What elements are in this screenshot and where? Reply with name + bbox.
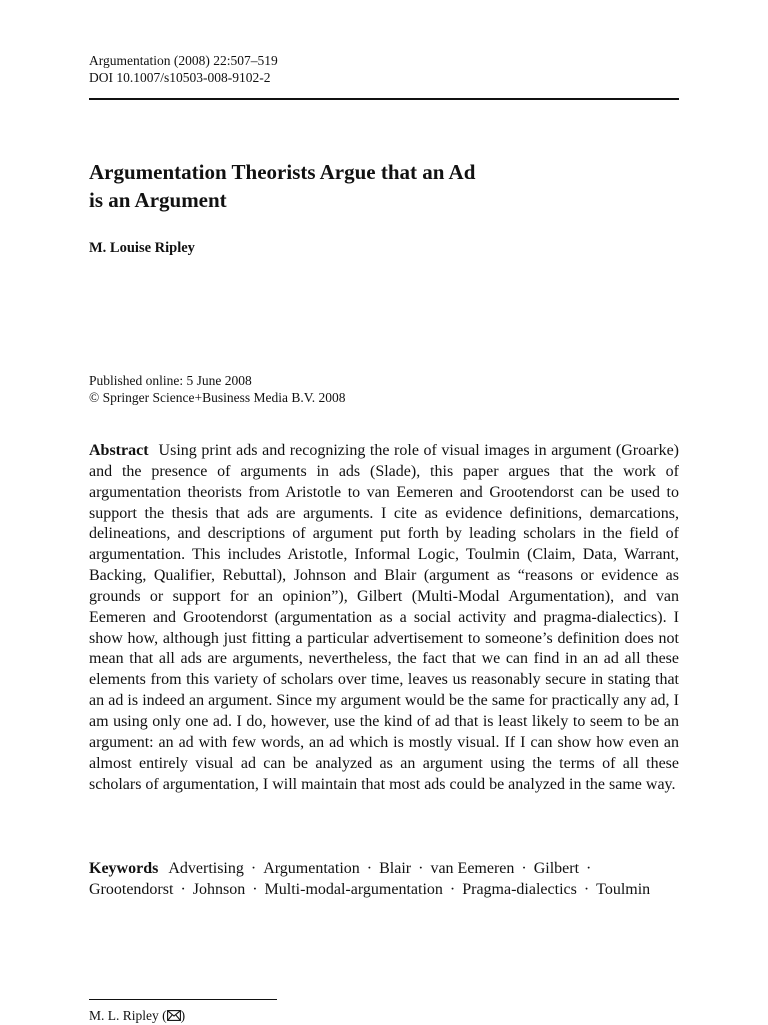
title-line-1: Argumentation Theorists Argue that an Ad <box>89 160 476 184</box>
author-footnote <box>89 1008 185 1025</box>
header-rule <box>89 98 679 100</box>
keyword-item: Blair <box>379 860 412 877</box>
keyword-item: Argumentation <box>263 860 360 877</box>
keyword-separator: · <box>176 880 190 898</box>
copyright: © Springer Science+Business Media B.V. 2008 <box>89 390 346 405</box>
doi: DOI 10.1007/s10503-008-9102-2 <box>89 70 271 85</box>
keywords-label: Keywords <box>89 860 159 877</box>
footnote-close: ) <box>180 1008 186 1023</box>
keyword-separator: · <box>246 860 261 877</box>
keyword-separator: · <box>248 880 262 898</box>
keyword-item: Advertising <box>168 860 244 877</box>
keyword-item: Gilbert <box>533 860 580 877</box>
keyword-item: Pragma-dialectics <box>462 880 577 898</box>
keyword-separator: · <box>362 860 377 877</box>
keyword-item: Toulmin <box>596 880 651 898</box>
article-title <box>89 158 649 214</box>
keyword-item: van Eemeren <box>430 860 515 877</box>
publication-info <box>89 372 345 406</box>
keyword-separator: · <box>582 860 592 877</box>
title-line-2: is an Argument <box>89 188 227 212</box>
abstract-label: Abstract <box>89 442 149 459</box>
page-header <box>89 52 679 86</box>
keyword-item: Multi-modal-argumentation <box>264 880 443 898</box>
envelope-icon[interactable] <box>167 1009 181 1025</box>
keyword-item: Grootendorst <box>89 880 174 898</box>
keywords-list <box>89 860 650 898</box>
footnote-rule <box>89 999 277 1000</box>
journal-citation: Argumentation (2008) 22:507–519 <box>89 53 278 68</box>
abstract-text: Using print ads and recognizing the role of visual images in argument (Groarke) and the presence of arguments in ads (Slade), this paper argues that the work of argumentation theorists from Aristotle to van Eemeren and Grootendorst can be used to support the thesis that ads are arguments. I cite as evidence definitions, demarcations, delineations, and descriptions of argument put forth by leading scholars in the field of argumentation. This includes Aristotle, Informal Logic, Toulmin (Claim, Data, Warrant, Backing, Qualifier, Rebuttal), Johnson and Blair (argument as “reasons or evidence as grounds or support for an opinion”), Gilbert (Multi-Modal Argumentation), and van Eemeren and Grootendorst (argumentation as a social activity and pragma-dialectics). I show how, although just fitting a particular advertisement to someone’s definition does not mean that all ads are arguments, nevertheless, the fact that we can find in an ad all these elements from this variety of scholars over time, leaves us reasonably secure in stating that an ad is indeed an argument. Since my argument would be the same for practically any ad, I am using only one ad. I do, however, use the kind of ad that is least likely to seem to be an argument: an ad with few words, an ad which is mostly visual. If I can show how even an almost entirely visual ad can be analyzed as an argument using the terms of all these scholars of argumentation, I will maintain that most ads could be analyzed in the same way. <box>89 442 679 793</box>
keyword-separator: · <box>414 860 428 877</box>
keyword-item: Johnson <box>192 880 246 898</box>
published-online: Published online: 5 June 2008 <box>89 373 252 388</box>
footnote-author: M. L. Ripley ( <box>89 1008 167 1023</box>
abstract <box>89 441 679 795</box>
keyword-separator: · <box>517 860 531 877</box>
keyword-separator: · <box>579 880 594 898</box>
keywords <box>89 859 679 900</box>
author-name: M. Louise Ripley <box>89 240 195 256</box>
keyword-separator: · <box>445 880 460 898</box>
